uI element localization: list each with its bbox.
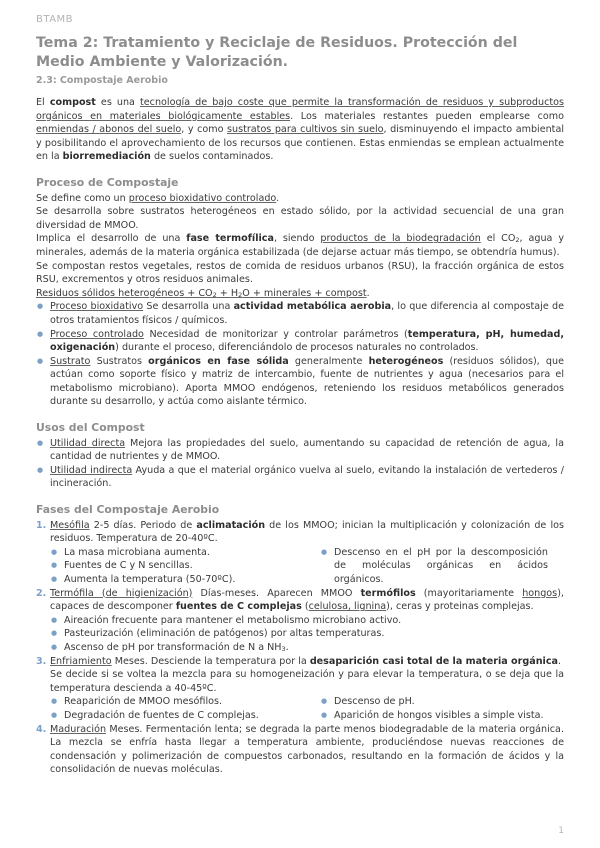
fase-mesofila-columns (50, 546, 564, 587)
list-item: ● Descenso de pH. (320, 695, 560, 709)
proceso-bullet-list (36, 300, 564, 409)
proceso-definition: Se define como un proceso bioxidativo controlado. (36, 192, 280, 204)
proceso-sustratos: Se desarrolla sobre sustratos heterogéneos en estado sólido, por la actividad secuencial de una gran diversidad de MMOO. (36, 206, 564, 231)
list-item: ● Ascenso de pH por transformación de N a $NH_3$. (50, 641, 564, 655)
list-item: ● Aumenta la temperatura (50-70ºC). (50, 573, 320, 587)
list-item: ● Descenso en el pH por la descomposición de moléculas orgánicas en ácidos orgánicos. (320, 546, 548, 587)
fase-enfriamiento: 3. Enfriamiento Meses. Desciende la temperatura por la desaparición casi total de la materia orgánica. Se decide si se voltea la mezcla para su homogeneización y para elevar la temperatura, o se deja que la temperatura descienda a 40-45ºC. ● Reaparición de MMOO mesófilos. ● Degradación de fuentes de C complejas. ● Descenso de pH. ● Aparición de hongos visibles a simple vista. (36, 655, 564, 723)
list-item: ● Utilidad indirecta Ayuda a que el material orgánico vuelva al suelo, evitando la instalación de vertederos / incineración. (36, 464, 564, 491)
list-item: ● Fuentes de C y N sencillas. (50, 559, 320, 573)
course-header: BTAMB (36, 14, 74, 25)
list-number: 4. (36, 723, 47, 735)
fase-mesofila: 1. Mesófila 2-5 días. Periodo de aclimatación de los MMOO; inician la multiplicación y colonización de los residuos. Temperatura de 20-40ºC. ● La masa microbiana aumenta. ● Fuentes de C y N sencillas. ● Aumenta la temperatura (50-70ºC). ● Descenso en el pH por la descomposición de moléculas orgánicas en ácidos orgánicos. (36, 519, 564, 587)
list-item: ● Sustrato Sustratos orgánicos en fase sólida generalmente heterogéneos (residuos sólidos), que actúan como soporte físico y matriz de intercambio, fuente de nutrientes y agua (necesarios para el metabolismo microbiano). Aporta MMOO endógenos, reteniendo los residuos metabólicos generados durante su desarrollo, y actúa como aislante térmico. (36, 355, 564, 409)
list-item: ● Proceso controlado Necesidad de monitorizar y controlar parámetros (temperatura, pH, humedad, oxigenación) durante el proceso, diferenciándolo de procesos naturales no controlados. (36, 328, 564, 355)
fase-enfriamiento-columns (50, 695, 564, 722)
list-item: ● Aparición de hongos visibles a simple vista. (320, 709, 560, 723)
fase-enfriamiento-detail: Se decide si se voltea la mezcla para su homogeneización y para elevar la temperatura, o se deja que la temperatura descienda a 40-45ºC. (50, 669, 564, 694)
proceso-fase: Implica el desarrollo de una fase termofílica, siendo productos de la biodegradación el $CO_2$, agua y minerales, además de la materia orgánica estabilizada (de dejarse actuar más tiempo, se obtendría humus). (36, 233, 564, 258)
intro-paragraph: El compost es una tecnología de bajo coste que permite la transformación de residuos y subproductos orgánicos en materiales biológicamente estables. Los materiales restantes pueden emplearse como enmiendas / abonos del suelo, y como sustratos para cultivos sin suelo, disminuyendo el impacto ambiental y posibilitando el aprovechamiento de los recursos que contienen. Estas enmiendas se emplean actualmente en la biorremediación de suelos contaminados. (36, 97, 565, 163)
fase-maduracion: 4. Maduración Meses. Fermentación lenta; se degrada la parte menos biodegradable de la materia orgánica. La mezcla se enfría hasta llegar a temperatura ambiente, produciéndose nuevas reacciones de condensación y polimerización de compuestos carbonados, resultando en la formación de ácidos y la consolidación de nuevas moléculas. (36, 723, 564, 776)
list-item: ● Degradación de fuentes de C complejas. (50, 709, 320, 723)
list-item: ● Utilidad directa Mejora las propiedades del suelo, aumentando su capacidad de retención de agua, la cantidad de nutrientes y de MMOO. (36, 437, 564, 464)
usos-bullet-list (36, 437, 564, 491)
list-number: 1. (36, 519, 47, 531)
list-item: ● Pasteurización (eliminación de patógenos) por altas temperaturas. (50, 627, 564, 641)
compost-term: compost (49, 97, 96, 108)
section-heading-usos: Usos del Compost (36, 421, 145, 435)
list-item: ● La masa microbiana aumenta. (50, 546, 320, 560)
list-item: ● Proceso bioxidativo Se desarrolla una actividad metabólica aerobia, lo que diferencia al compostaje de otros tratamientos físicos / químicos. (36, 300, 564, 327)
proceso-restos: Se compostan restos vegetales, restos de comida de residuos urbanos (RSU), la fracción orgánica de estos RSU, excrementos y otros residuos animales. (36, 260, 564, 286)
section-heading-fases: Fases del Compostaje Aerobio (36, 503, 220, 517)
document-body (36, 96, 564, 777)
page-title: Tema 2: Tratamiento y Reciclaje de Residuos. Protección del Medio Ambiente y Valorización. (36, 35, 518, 70)
list-number: 2. (36, 587, 47, 599)
proceso-equation: Residuos sólidos heterogéneos + $CO_2 + H_2O$ + minerales + compost. (36, 287, 370, 299)
page-number: 1 (558, 826, 564, 836)
page-subtitle: 2.3: Compostaje Aerobio (36, 75, 168, 86)
section-heading-proceso: Proceso de Compostaje (36, 175, 179, 189)
fase-termofila: 2. Termófila (de higienización) Días-meses. Aparecen MMOO termófilos (mayoritariamente hongos), capaces de descomponer fuentes de C complejas (celulosa, lignina), ceras y proteinas complejas. ● Aireación frecuente para mantener el metabolismo microbiano activo. ● Pasteurización (eliminación de patógenos) por altas temperaturas. ● Ascenso de pH por transformación de N a $NH_3$. (36, 587, 564, 655)
list-item: ● Aireación frecuente para mantener el metabolismo microbiano activo. (50, 614, 564, 628)
list-number: 3. (36, 655, 47, 667)
list-item: ● Reaparición de MMOO mesófilos. (50, 695, 320, 709)
fases-numbered-list (36, 519, 564, 777)
